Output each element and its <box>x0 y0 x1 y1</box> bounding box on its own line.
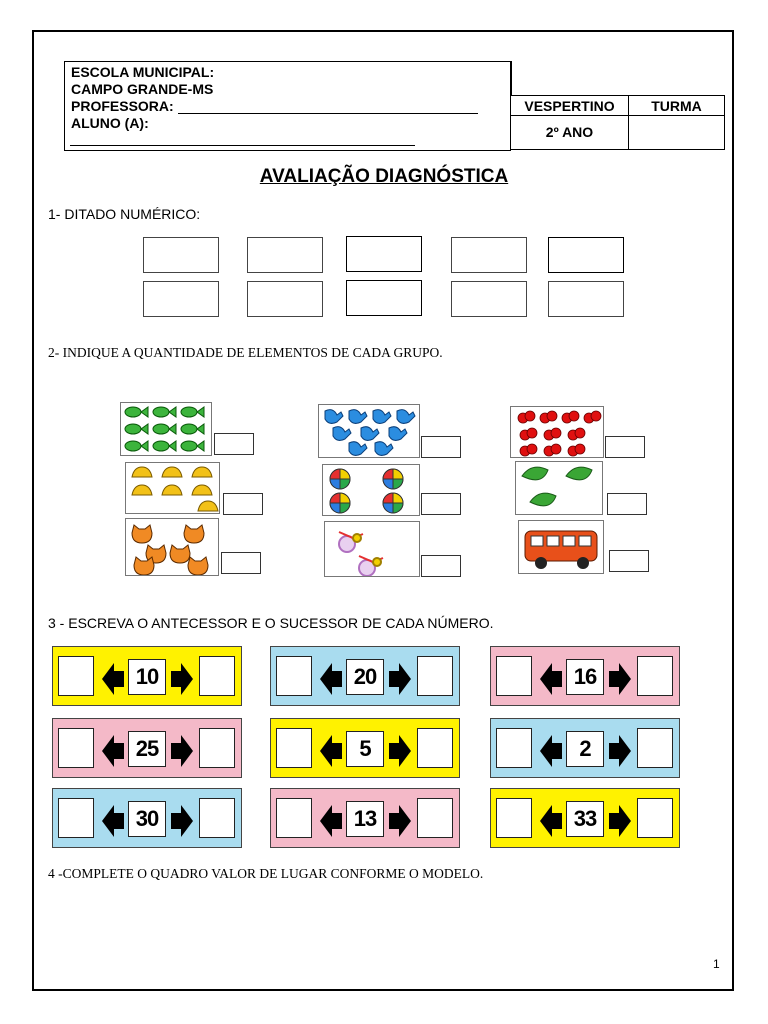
number-box: 16 <box>566 659 604 695</box>
q3-label: 3 - ESCREVA O ANTECESSOR E O SUCESSOR DE CADA NÚMERO. <box>48 615 494 631</box>
left-arrow-icon <box>320 663 342 695</box>
number-strip <box>52 788 242 848</box>
quantity-box[interactable] <box>223 493 263 515</box>
right-arrow-icon <box>389 735 411 767</box>
left-arrow-icon <box>540 663 562 695</box>
number-box: 20 <box>346 659 384 695</box>
q1-label: 1- DITADO NUMÉRICO: <box>48 206 201 222</box>
q2-label: 2- INDIQUE A QUANTIDADE DE ELEMENTOS DE CADA GRUPO. <box>48 345 443 360</box>
teacher-line <box>71 98 478 114</box>
number-strip <box>52 718 242 778</box>
dictation-box[interactable] <box>548 281 624 317</box>
page-number: 1 <box>713 957 720 971</box>
predecessor-box[interactable] <box>496 798 532 838</box>
quantity-box[interactable] <box>421 436 461 458</box>
number-strip <box>490 646 680 706</box>
class-header: TURMA <box>629 96 724 116</box>
quantity-box[interactable] <box>607 493 647 515</box>
predecessor-box[interactable] <box>276 798 312 838</box>
student-label: ALUNO (A): <box>71 115 149 131</box>
number-strip <box>490 788 680 848</box>
number-box: 2 <box>566 731 604 767</box>
successor-box[interactable] <box>637 798 673 838</box>
city-label: CAMPO GRANDE-MS <box>71 81 214 97</box>
class-info-table <box>510 95 725 150</box>
left-arrow-icon <box>102 663 124 695</box>
right-arrow-icon <box>171 663 193 695</box>
class-field[interactable] <box>629 116 724 149</box>
number-strip <box>270 646 460 706</box>
dictation-box[interactable] <box>346 280 422 316</box>
successor-box[interactable] <box>417 798 453 838</box>
number-box: 13 <box>346 801 384 837</box>
successor-box[interactable] <box>417 656 453 696</box>
left-arrow-icon <box>320 805 342 837</box>
quantity-box[interactable] <box>221 552 261 574</box>
number-strip <box>270 718 460 778</box>
header-divider <box>510 61 512 96</box>
successor-box[interactable] <box>637 728 673 768</box>
right-arrow-icon <box>171 735 193 767</box>
quantity-box[interactable] <box>214 433 254 455</box>
q4-label: 4 -COMPLETE O QUADRO VALOR DE LUGAR CONFORME O MODELO. <box>48 866 484 881</box>
number-box: 5 <box>346 731 384 767</box>
dictation-box[interactable] <box>247 237 323 273</box>
predecessor-box[interactable] <box>58 728 94 768</box>
left-arrow-icon <box>320 735 342 767</box>
number-strip <box>52 646 242 706</box>
right-arrow-icon <box>171 805 193 837</box>
bus-image <box>518 520 604 574</box>
right-arrow-icon <box>609 735 631 767</box>
quantity-box[interactable] <box>605 436 645 458</box>
grade-value: 2º ANO <box>511 116 629 149</box>
right-arrow-icon <box>609 805 631 837</box>
dictation-box[interactable] <box>548 237 624 273</box>
school-info-box <box>64 61 511 151</box>
dictation-box[interactable] <box>346 236 422 272</box>
beach-balls-group-image <box>322 464 420 516</box>
predecessor-box[interactable] <box>276 656 312 696</box>
predecessor-box[interactable] <box>276 728 312 768</box>
bells-group-image <box>125 462 220 514</box>
number-strip <box>270 788 460 848</box>
successor-box[interactable] <box>417 728 453 768</box>
right-arrow-icon <box>389 663 411 695</box>
number-box: 10 <box>128 659 166 695</box>
quantity-box[interactable] <box>421 555 461 577</box>
fish-group-image <box>120 402 212 456</box>
number-box: 25 <box>128 731 166 767</box>
dictation-box[interactable] <box>247 281 323 317</box>
cherries-group-image <box>510 406 604 458</box>
predecessor-box[interactable] <box>496 728 532 768</box>
teacher-field[interactable] <box>178 100 478 114</box>
number-strip <box>490 718 680 778</box>
dictation-box[interactable] <box>143 237 219 273</box>
number-box: 33 <box>566 801 604 837</box>
right-arrow-icon <box>389 805 411 837</box>
successor-box[interactable] <box>199 728 235 768</box>
cats-group-image <box>125 518 219 576</box>
right-arrow-icon <box>609 663 631 695</box>
left-arrow-icon <box>102 805 124 837</box>
left-arrow-icon <box>102 735 124 767</box>
page-title: AVALIAÇÃO DIAGNÓSTICA <box>259 166 509 187</box>
quantity-box[interactable] <box>609 550 649 572</box>
leaves-group-image <box>515 461 603 515</box>
left-arrow-icon <box>540 805 562 837</box>
dictation-box[interactable] <box>451 281 527 317</box>
school-label: ESCOLA MUNICIPAL: <box>71 64 215 80</box>
dictation-box[interactable] <box>143 281 219 317</box>
left-arrow-icon <box>540 735 562 767</box>
predecessor-box[interactable] <box>496 656 532 696</box>
number-box: 30 <box>128 801 166 837</box>
successor-box[interactable] <box>199 656 235 696</box>
teacher-label: PROFESSORA: <box>71 98 174 114</box>
quantity-box[interactable] <box>421 493 461 515</box>
shift-header: VESPERTINO <box>511 96 629 116</box>
successor-box[interactable] <box>199 798 235 838</box>
predecessor-box[interactable] <box>58 798 94 838</box>
predecessor-box[interactable] <box>58 656 94 696</box>
dictation-box[interactable] <box>451 237 527 273</box>
successor-box[interactable] <box>637 656 673 696</box>
tricycles-group-image <box>324 521 420 577</box>
mittens-group-image <box>318 404 420 458</box>
student-field[interactable] <box>70 145 415 146</box>
